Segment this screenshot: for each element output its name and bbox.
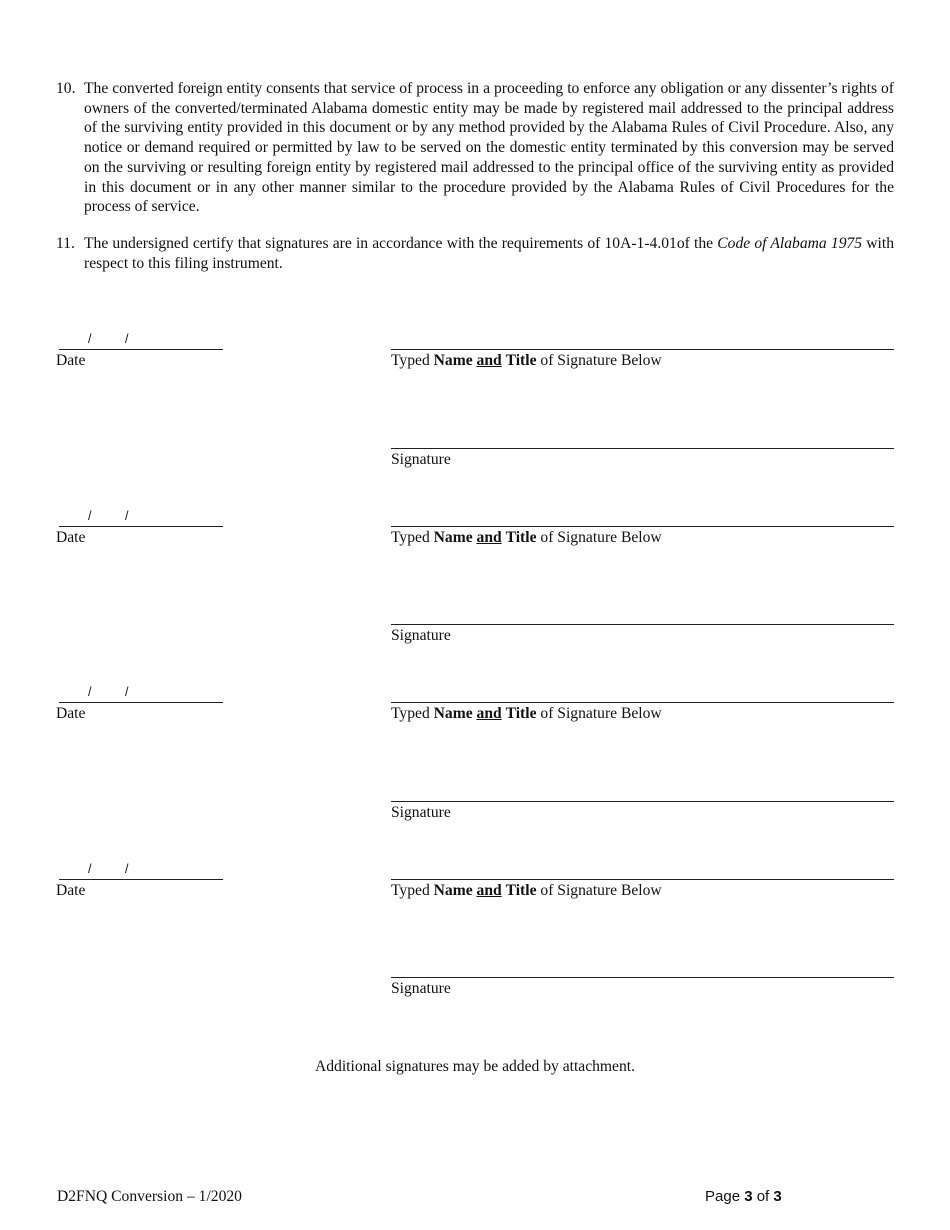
page-number: Page 3 of 3 — [705, 1188, 782, 1205]
signature-field[interactable] — [391, 448, 894, 449]
signature-label: Signature — [391, 627, 451, 644]
typed-name-title-field[interactable] — [391, 526, 894, 527]
paragraph-number: 10. — [56, 80, 76, 97]
additional-signatures-note: Additional signatures may be added by attachment. — [314, 1058, 635, 1075]
typed-name-title-field[interactable] — [391, 879, 894, 880]
typed-name-title-label: Typed Name and Title of Signature Below — [391, 882, 662, 899]
date-field[interactable]: / / — [59, 509, 223, 527]
typed-name-title-label: Typed Name and Title of Signature Below — [391, 352, 662, 369]
date-field[interactable]: / / — [59, 685, 223, 703]
signature-field[interactable] — [391, 801, 894, 802]
typed-name-title-label: Typed Name and Title of Signature Below — [391, 705, 662, 722]
date-label: Date — [56, 705, 86, 722]
paragraph-text: The converted foreign entity consents that service of process in a proceeding to enforce any obligation or any dissenter’s rights of owners of the converted/terminated Alabama domestic entity may be made by registered mail addressed to the principal address of the surviving entity provided in this document or by any method provided by the Alabama Rules of Civil Procedure. Also, any notice or demand required or permitted by law to be served on the domestic entity terminated by this conversion may be served on the surviving or resulting foreign entity by registered mail addressed to the principal office of the surviving entity as provided in this document or in any other manner similar to the procedure provided by the Alabama Rules of Civil Procedures for the process of service. — [84, 80, 894, 216]
date-field[interactable]: / / — [59, 332, 223, 350]
date-label: Date — [56, 882, 86, 899]
paragraph-11 — [56, 234, 894, 273]
signature-label: Signature — [391, 980, 451, 997]
typed-name-title-field[interactable] — [391, 702, 894, 703]
form-identifier: D2FNQ Conversion – 1/2020 — [57, 1188, 242, 1205]
typed-name-title-field[interactable] — [391, 349, 894, 350]
signature-field[interactable] — [391, 977, 894, 978]
date-field[interactable]: / / — [59, 862, 223, 880]
paragraph-10 — [56, 79, 894, 217]
paragraph-number: 11. — [56, 235, 75, 252]
date-label: Date — [56, 529, 86, 546]
code-citation: Code of Alabama 1975 — [717, 235, 863, 252]
signature-label: Signature — [391, 451, 451, 468]
date-label: Date — [56, 352, 86, 369]
paragraph-text: The undersigned certify that signatures are in accordance with the requirements of 10A-1-4.01of the Code of Alabama 1975 with respect to this filing instrument. — [84, 235, 895, 272]
signature-label: Signature — [391, 804, 451, 821]
signature-field[interactable] — [391, 624, 894, 625]
typed-name-title-label: Typed Name and Title of Signature Below — [391, 529, 662, 546]
